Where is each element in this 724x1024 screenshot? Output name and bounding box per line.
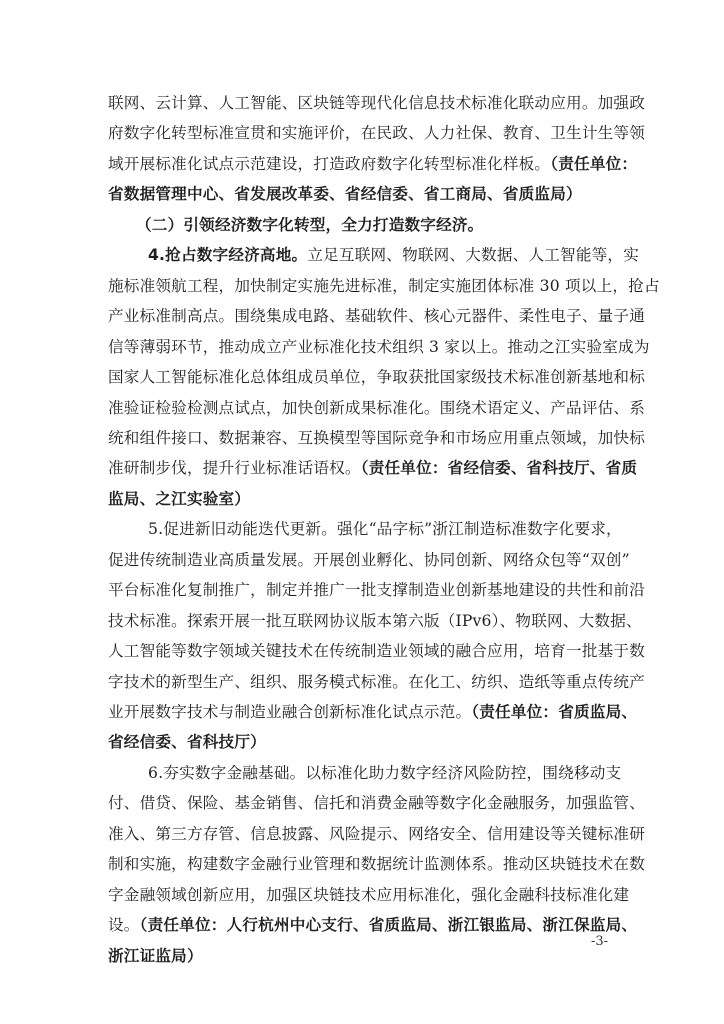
text-span: 准研制步伐，提升行业标准话语权。 (108, 459, 361, 478)
bold-text: （责任单位： (550, 154, 638, 173)
text-span: 人工智能等数字领域关键技术在传统制造业领域的融合应用，培育一批基于数 (108, 642, 645, 661)
text-span: 立足互联网、物联网、大数据、人工智能等，实 (307, 246, 639, 265)
text-line (108, 118, 645, 148)
text-line (108, 819, 645, 849)
text-span: 字金融领域创新应用，加强区块链技术应用标准化，强化金融科技标准化建 (108, 885, 630, 904)
text-span: 信等薄弱环节，推动成立产业标准化技术组织 3 家以上。推动之江实验室成为 (108, 337, 650, 356)
bold-text: 省数据管理中心、省发展改革委、省经信委、省工商局、省质监局） (108, 185, 582, 204)
text-span: 平台标准化复制推广，制定并推广一批支撑制造业创新基地建设的共性和前沿 (108, 581, 645, 600)
text-line (108, 910, 638, 940)
text-span: 准验证检验检测点试点，加快创新成果标准化。围绕术语定义、产品评估、系 (108, 398, 645, 417)
text-line (108, 849, 645, 879)
text-line (108, 271, 660, 301)
bold-text: 浙江证监局） (108, 946, 203, 965)
text-line (108, 484, 250, 514)
text-line (148, 240, 639, 270)
bold-text: 监局、之江实验室） (108, 489, 251, 508)
text-span: 联网、云计算、人工智能、区块链等现代化信息技术标准化联动应用。加强政 (108, 94, 645, 112)
bold-text: （责任单位：省经信委、省科技厅、省质 (360, 459, 638, 478)
text-line (148, 514, 622, 544)
text-line (108, 149, 638, 179)
text-line (108, 393, 645, 423)
text-line (108, 88, 645, 118)
bold-text: （责任单位：省质监局、 (471, 703, 638, 721)
text-line (108, 636, 645, 666)
text-line (108, 727, 266, 757)
bold-text: （责任单位：人行杭州中心支行、省质监局、浙江银监局、浙江保监局、 (139, 916, 638, 935)
text-span: 字技术的新型生产、组织、服务模式标准。在化工、纺织、造纸等重点传统产 (108, 672, 645, 691)
text-span: 产业标准制高点。围绕集成电路、基础软件、核心元器件、柔性电子、量子通 (108, 307, 645, 326)
bold-text: 4.抢占数字经济高地。 (148, 246, 308, 265)
text-line (108, 362, 645, 392)
text-line (108, 606, 642, 636)
text-span: 5.促进新旧动能迭代更新。强化“品字标”浙江制造标准数字化要求， (148, 520, 622, 539)
text-span: 业开展数字技术与制造业融合创新标准化试点示范。 (108, 703, 472, 721)
text-line (108, 545, 630, 575)
text-line (108, 423, 645, 453)
text-line (108, 667, 645, 697)
bold-text: 省经信委、省科技厅） (108, 733, 266, 752)
text-span: 设。 (108, 916, 140, 935)
text-span: 域开展标准化试点示范建设，打造政府数字化转型标准化样板。 (108, 154, 551, 173)
text-line (108, 575, 645, 605)
text-span: 6.夯实数字金融基础。以标准化助力数字经济风险防控，围绕移动支 (148, 763, 622, 782)
text-line (108, 301, 645, 331)
text-line (108, 788, 645, 818)
text-line (108, 941, 203, 971)
text-span: 国家人工智能标准化总体组成员单位，争取获批国家级技术标准创新基地和标 (108, 368, 645, 387)
text-span: 付、借贷、保险、基金销售、信托和消费金融等数字化金融服务，加强监管、 (108, 794, 645, 813)
text-span: 技术标准。探索开展一批互联网协议版本第六版（IPv6）、物联网、大数据、 (108, 611, 642, 630)
text-line (108, 179, 582, 209)
text-span: 准入、第三方存管、信息披露、风险提示、网络安全、信用建设等关键标准研 (108, 824, 645, 843)
text-line (148, 758, 622, 788)
text-line (108, 880, 630, 910)
text-line (108, 697, 638, 727)
text-line (108, 332, 650, 362)
page-number: -3- (590, 934, 608, 949)
text-span: 统和组件接口、数据兼容、互换模型等国际竞争和市场应用重点领域，加快标 (108, 428, 645, 447)
bold-text: （二）引领经济数字化转型，全力打造数字经济。 (136, 215, 484, 234)
text-span: 制和实施，构建数字金融行业管理和数据统计监测体系。推动区块链技术在数 (108, 855, 645, 874)
text-line (108, 453, 638, 483)
text-span: 促进传统制造业高质量发展。开展创业孵化、协同创新、网络众包等“双创” (108, 550, 630, 569)
text-line (136, 210, 483, 240)
text-span: 施标准领航工程，加快制定实施先进标准，制定实施团体标准 30 项以上，抢占 (108, 276, 660, 295)
text-span: 府数字化转型标准宣贯和实施评价，在民政、人力社保、教育、卫生计生等领 (108, 124, 645, 143)
